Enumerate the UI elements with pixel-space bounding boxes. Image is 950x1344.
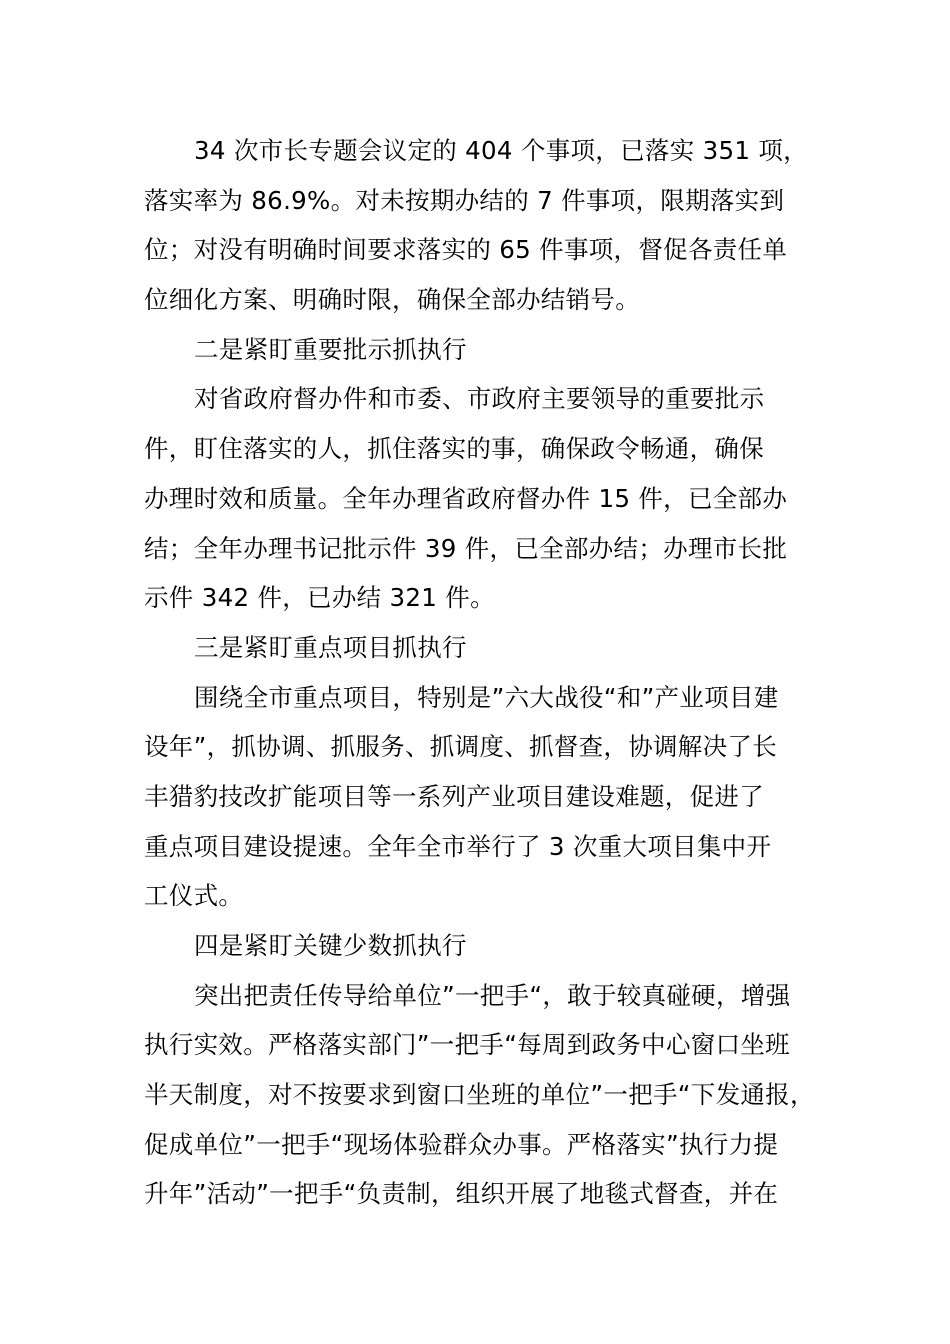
- paragraph-4-line-5: 升年”活动”一把手“负责制，组织开展了地毯式督查，并在: [144, 1179, 779, 1209]
- paragraph-1-line-3: 位；对没有明确时间要求落实的 65 件事项，督促各责任单: [144, 235, 788, 265]
- paragraph-1-line-1: 34 次市长专题会议定的 404 个事项，已落实 351 项，: [194, 136, 808, 165]
- paragraph-3-line-3: 丰猎豹技改扩能项目等一系列产业项目建设难题，促进了: [144, 781, 764, 811]
- paragraph-4-line-1: 突出把责任传导给单位”一把手“，敢于较真碰硬，增强: [194, 980, 791, 1010]
- paragraph-3-line-1: 围绕全市重点项目，特别是”六大战役“和”产业项目建: [194, 682, 779, 712]
- paragraph-1-line-2: 落实率为 86.9%。对未按期办结的 7 件事项，限期落实到: [144, 185, 785, 215]
- paragraph-2-line-3: 办理时效和质量。全年办理省政府督办件 15 件，已全部办: [144, 483, 788, 513]
- paragraph-3-line-5: 工仪式。: [144, 881, 244, 911]
- paragraph-2-line-2: 件，盯住落实的人，抓住落实的事，确保政令畅通，确保: [144, 434, 764, 464]
- paragraph-1-line-4: 位细化方案、明确时限，确保全部办结销号。: [144, 285, 640, 315]
- document-body: [144, 126, 824, 1219]
- paragraph-2-line-5: 示件 342 件，已办结 321 件。: [144, 583, 495, 613]
- paragraph-2-line-1: 对省政府督办件和市委、市政府主要领导的重要批示: [194, 384, 765, 414]
- section-heading-4: 四是紧盯关键少数抓执行: [194, 931, 467, 960]
- paragraph-4-line-4: 促成单位”一把手“现场体验群众办事。严格落实”执行力提: [144, 1129, 779, 1159]
- paragraph-3-line-2: 设年”，抓协调、抓服务、抓调度、抓督查，协调解决了长: [144, 732, 777, 762]
- paragraph-2-line-4: 结；全年办理书记批示件 39 件，已全部办结；办理市长批: [144, 533, 788, 563]
- section-heading-2: 二是紧盯重要批示抓执行: [194, 334, 467, 364]
- paragraph-4-line-3: 半天制度，对不按要求到窗口坐班的单位”一把手“下发通报，: [144, 1080, 815, 1110]
- paragraph-4-line-2: 执行实效。严格落实部门”一把手“每周到政务中心窗口坐班: [144, 1030, 790, 1060]
- paragraph-3-line-4: 重点项目建设提速。全年全市举行了 3 次重大项目集中开: [144, 831, 772, 861]
- section-heading-3: 三是紧盯重点项目抓执行: [194, 632, 467, 662]
